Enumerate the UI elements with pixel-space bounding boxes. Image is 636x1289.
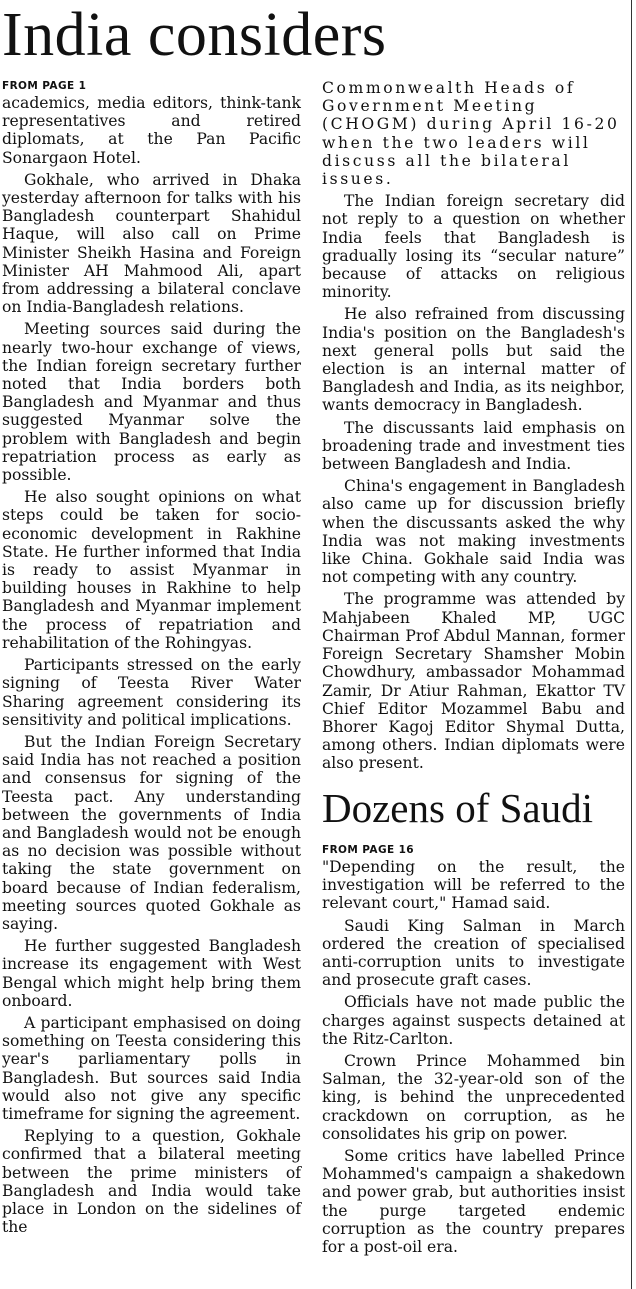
paragraph: Meeting sources said during the nearly two-hour exchange of views, the Indian foreign secretary further noted that India borders both Bangladesh and Myanmar and thus suggested Myanmar solve the problem with Bangladesh and begin repatriation process as early as possible.	[2, 320, 301, 485]
paragraph: The programme was attended by Mahjabeen Khaled MP, UGC Chairman Prof Abdul Mannan, former Foreign Secretary Shamsher Mobin Chowdhury, ambassador Mohammad Zamir, Dr Atiur Rahman, Ekattor TV Chief Editor Mozammel Babu and Bhorer Kagoj Editor Shymal Dutta, among others. Indian diplomats were also present.	[322, 590, 625, 773]
paragraph: academics, media editors, think-tank representatives and retired diplomats, at the Pan Pacific Sonargaon Hotel.	[2, 94, 301, 167]
headline-dozens-of-saudi: Dozens of Saudi	[322, 785, 594, 831]
paragraph: Officials have not made public the charges against suspects detained at the Ritz-Carlton.	[322, 993, 625, 1048]
paragraph: Commonwealth Heads of Government Meeting (CHOGM) during April 16-20 when the two leaders will discuss all the bilateral issues.	[322, 79, 620, 189]
paragraph: A participant emphasised on doing something on Teesta considering this year's parliamentary polls in Bangladesh. But sources said India would also not give any specific timeframe for signing the agreement.	[2, 1013, 301, 1123]
paragraph: Some critics have labelled Prince Mohammed's campaign a shakedown and power grab, but authorities insist the purge targeted endemic corruption as the country prepares for a post-oil era.	[322, 1147, 625, 1257]
headline-india-considers: India considers	[2, 1, 387, 69]
column-rule	[631, 0, 632, 1289]
paragraph: Participants stressed on the early signing of Teesta River Water Sharing agreement considering its sensitivity and political implications.	[2, 656, 301, 729]
story1-column-2	[322, 79, 625, 777]
paragraph: He also refrained from discussing India's position on the Bangladesh's next general polls but said the election is an internal matter of Bangladesh and India, as its neighbor, wants democracy in Bangladesh.	[322, 305, 625, 415]
paragraph: Crown Prince Mohammed bin Salman, the 32-year-old son of the king, is behind the unprecedented crackdown on corruption, as he consolidates his grip on power.	[322, 1052, 625, 1143]
from-page-label: FROM PAGE 16	[322, 844, 415, 856]
paragraph: Gokhale, who arrived in Dhaka yesterday afternoon for talks with his Bangladesh counterpart Shahidul Haque, will also call on Prime Minister Sheikh Hasina and Foreign Minister AH Mahmood Ali, apart from addressing a bilateral conclave on India-Bangladesh relations.	[2, 170, 301, 317]
paragraph: Replying to a question, Gokhale confirmed that a bilateral meeting between the prime ministers of Bangladesh and India would take place in London on the sidelines of the	[2, 1127, 301, 1237]
paragraph: He also sought opinions on what steps could be taken for socio-economic development in Rakhine State. He further informed that India is ready to assist Myanmar in building houses in Rakhine to help Bangladesh and Myanmar implement the process of repatriation and rehabilitation of the Rohingyas.	[2, 488, 301, 652]
paragraph: China's engagement in Bangladesh also came up for discussion briefly when the discussants asked the why India was not making investments like China. Gokhale said India was not competing with any country.	[322, 477, 625, 587]
paragraph: "Depending on the result, the investigation will be referred to the relevant court," Hamad said.	[322, 858, 625, 913]
paragraph: He further suggested Bangladesh increase its engagement with West Bengal which might help bring them onboard.	[2, 937, 301, 1010]
story1-column-1	[2, 79, 301, 1240]
story2-column	[322, 843, 625, 1260]
paragraph: The discussants laid emphasis on broadening trade and investment ties between Bangladesh and India.	[322, 418, 625, 474]
paragraph: The Indian foreign secretary did not reply to a question on whether India feels that Bangladesh is gradually losing its “secular nature” because of attacks on religious minority.	[322, 192, 625, 302]
paragraph: Saudi King Salman in March ordered the creation of specialised anti-corruption units to investigate and prosecute graft cases.	[322, 916, 625, 990]
from-page-label: FROM PAGE 1	[2, 80, 87, 92]
paragraph: But the Indian Foreign Secretary said India has not reached a position and consensus for signing of the Teesta pact. Any understanding between the governments of India and Bangladesh would not be enough as no decision was possible without taking the state government on board because of Indian federalism, meeting sources quoted Gokhale as saying.	[2, 732, 301, 933]
